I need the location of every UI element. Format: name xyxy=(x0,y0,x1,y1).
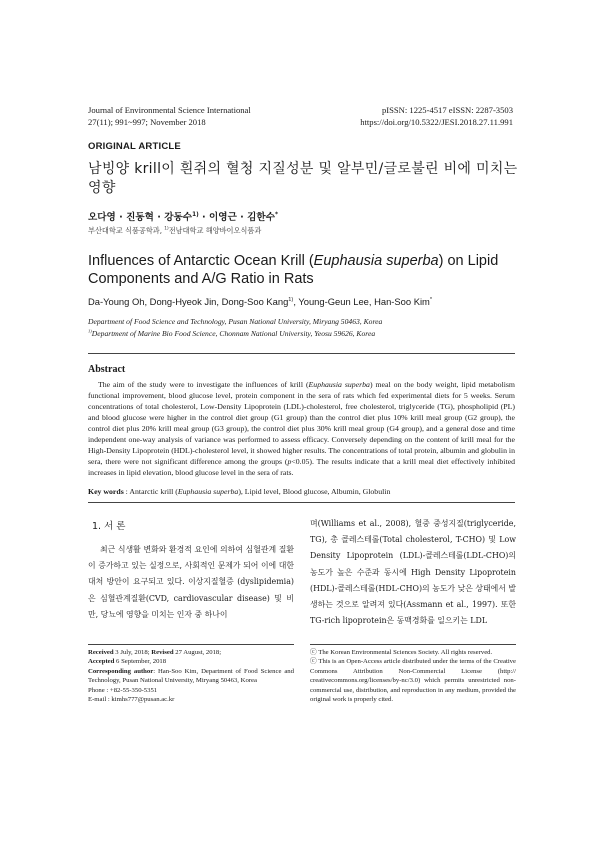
abstract-heading: Abstract xyxy=(88,364,126,375)
section-heading-introduction: 1. 서 론 xyxy=(92,521,126,532)
received-date: 3 July, 2018; xyxy=(113,649,152,656)
copyright-notice: ⓒ The Korean Environmental Sciences Society. All rights reserved. xyxy=(310,649,493,656)
korean-affiliation xyxy=(88,226,261,236)
korean-authors xyxy=(88,209,278,223)
dates-line-1 xyxy=(88,648,294,657)
right-column-text: 며(Williams et al., 2008), 혈중 중성지질(triglyceride, TG), 총 콜레스테롤(Total cholesterol, T-CHO) 및 Low Density Lipoprotein (LDL)-콜레스테롤(LDL-CHO)의 농도가 높은 수준과 동시에 High Density Lipoprotein (HDL)-콜레스테롤(HDL-CHO)의 농도가 낮은 상태에서 발생하는 것으로 알려져 있다(Assmann et al., 1997). 또한 TG-rich lipoprotein은 동맥경화를 일으키는 LDL xyxy=(310,519,516,626)
english-title-a: Influences of Antarctic Ocean Krill ( xyxy=(88,253,314,269)
license-notice: ⓒ This is an Open-Access article distributed under the terms of the Creative Commons Attribution Non-Commercial License (http:// creativecommons.org/licenses/by-nc/3.0) which permits unrestricted non-commercial use, distribution, and reproduction in any medium, provided the original work is properly cited. xyxy=(310,658,516,704)
footnote-left xyxy=(88,648,294,704)
keywords-species: Euphausia superba xyxy=(177,487,239,496)
abstract-text-3: <0.05). The results indicate that a krill meal diet effectively inhibited increases in lipid elevation, blood glucose level in the sera of rats. xyxy=(88,456,515,477)
journal-header-right xyxy=(360,104,513,128)
affiliation-1: Department of Food Science and Technology, Pusan National University, Miryang 50463, Korea xyxy=(88,317,383,326)
keywords-text-1: : Antarctic krill ( xyxy=(123,487,178,496)
abstract-species: Euphausia superba xyxy=(308,380,370,389)
accepted-label: Accepted xyxy=(88,658,115,666)
keywords-text-2: ), Lipid level, Blood glucose, Albumin, Globulin xyxy=(238,487,391,496)
english-title xyxy=(88,252,528,288)
korean-authors-main: 오다영 · 진동혁 · 강동수 xyxy=(88,212,193,223)
english-authors xyxy=(88,296,432,307)
korean-affiliation-a: 부산대학교 식품공학과, xyxy=(88,226,165,235)
english-authors-b: , Young-Geun Lee, Han-Soo Kim xyxy=(293,296,430,307)
footnote-rule-left xyxy=(88,644,294,645)
left-column-text: 최근 식생활 변화와 환경적 요인에 의하여 심혈관계 질환이 증가하고 있는 실정으로, 사회적인 문제가 되어 이에 대한 대처 방안이 요구되고 있다. 이상지질혈증 (dyslipidemia)은 심혈관계질환(CVD, cardiovascular disease) 및 비만, 당뇨에 영향을 미치는 인자 중 하나이 xyxy=(88,545,294,619)
dates-line-2 xyxy=(88,657,294,666)
received-label: Received xyxy=(88,649,114,656)
volume-info: 27(11); 991~997; November 2018 xyxy=(88,117,206,127)
footnote-right xyxy=(310,648,516,704)
abstract-text-2: ) meal on the body weight, lipid metabolism functional improvement, blood glucose level, protein component in the sera of rats which fed experimental diets for 5 weeks. Serum concentrations of total cholesterol, Low-Density Lipoprotein (LDL)-cholesterol, free cholesterol, triglyceride (TG), phospholipid (PL) and blood glucose were higher in the control diet group (G1 group) than the control diet plus 10% krill meal group (G2 group), the control diet plus 20% krill meal group (G3 group), the control diet plus 30% krill meal group (G4 group), and a general dose and time independent one-way analysis of variance was performed to assess efficacy. Conversely depending on the content of krill meal for the High-Density Lipoprotein (HDL)-cholesterol level, it showed higher results. The concentrations of total protein, albumin and globulin in sera, there were not significant difference among the groups ( xyxy=(88,380,515,466)
accepted-date: 6 September, 2018 xyxy=(114,658,167,666)
english-authors-star: * xyxy=(429,296,433,303)
affiliation-2 xyxy=(88,328,528,339)
keywords-bottom-rule xyxy=(88,502,515,503)
email-link[interactable]: E-mail : kimhs777@pusan.ac.kr xyxy=(88,696,175,704)
corresponding-label: Corresponding author xyxy=(88,667,154,675)
article-type: ORIGINAL ARTICLE xyxy=(88,141,181,152)
abstract-top-rule xyxy=(88,353,515,354)
abstract-p-value: p xyxy=(287,456,292,466)
affiliation-2-text: Department of Marine Bio Food Science, Chonnam National University, Yeosu 59626, Korea xyxy=(91,329,376,338)
korean-authors-star: * xyxy=(274,211,278,218)
affiliation-2-sup: 1) xyxy=(88,328,92,334)
korean-title: 남빙양 krill이 흰쥐의 혈청 지질성분 및 알부민/글로불린 비에 미치는 영향 xyxy=(88,161,518,196)
phone: Phone : +82-55-350-5351 xyxy=(88,686,158,694)
korean-affiliation-sup: 1) xyxy=(164,226,169,232)
keywords-label: Key words xyxy=(88,487,124,496)
english-title-b: ) on Lipid Components and A/G Ratio in Rats xyxy=(88,253,499,287)
journal-header-left xyxy=(88,104,251,128)
english-authors-sup1: 1) xyxy=(288,296,294,303)
doi-link[interactable]: https://doi.org/10.5322/JESI.2018.27.11.991 xyxy=(360,117,513,127)
english-authors-a: Da-Young Oh, Dong-Hyeok Jin, Dong-Soo Kang xyxy=(88,296,289,307)
issn: pISSN: 1225-4517 eISSN: 2287-3503 xyxy=(381,105,513,115)
revised-label: Revised xyxy=(151,649,174,656)
korean-authors-sup1: 1) xyxy=(192,211,199,218)
footnote-rule-right xyxy=(310,644,516,645)
journal-name: Journal of Environmental Science International xyxy=(88,105,251,115)
keywords xyxy=(88,487,515,496)
korean-affiliation-b: 전남대학교 해양바이오식품과 xyxy=(168,226,262,235)
korean-authors-rest: · 이영근 · 김한수 xyxy=(198,212,275,223)
revised-date: 27 August, 2018; xyxy=(173,649,222,656)
abstract-text xyxy=(88,380,515,479)
abstract-text-1: The aim of the study were to investigate the influences of krill ( xyxy=(98,380,309,389)
english-title-species: Euphausia superba xyxy=(313,253,439,269)
corresponding-text: : Han-Soo Kim, Department of Food Science and Technology, Pusan National University, Miryang 50463, Korea xyxy=(88,667,294,685)
corresponding-author xyxy=(88,667,294,686)
